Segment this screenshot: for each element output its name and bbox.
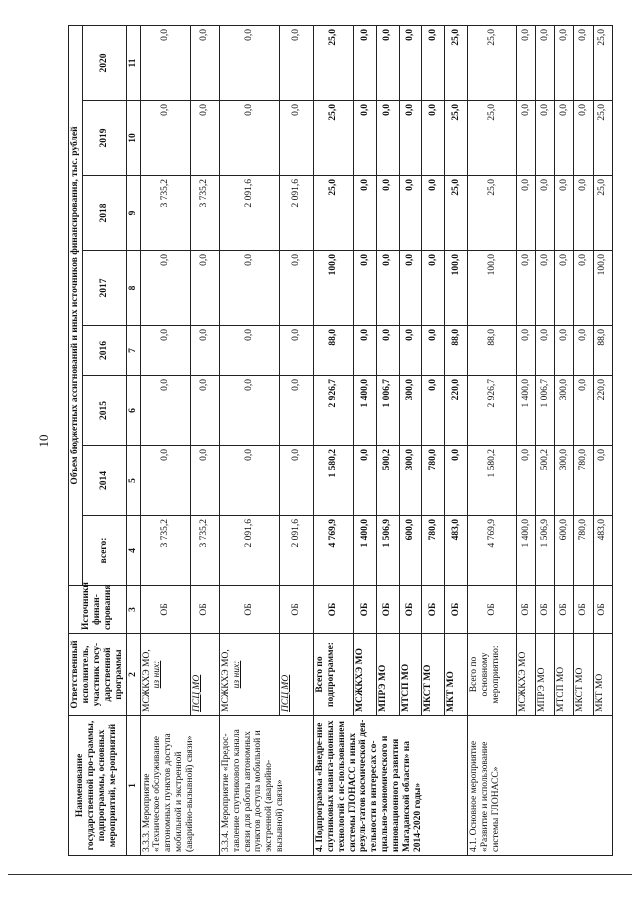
amount-cell: 0,0 — [517, 25, 536, 100]
amount-cell: 780,0 — [574, 446, 593, 516]
amount-cell: 0,0 — [377, 326, 400, 376]
amount-cell: 25,0 — [593, 25, 612, 100]
amount-cell: 0,0 — [354, 326, 377, 376]
amount-cell: 300,0 — [399, 376, 422, 446]
amount-cell: 0,0 — [445, 446, 468, 516]
table-row — [313, 25, 354, 855]
amount-cell: 483,0 — [593, 516, 612, 586]
amount-cell: 3 735,2 — [140, 516, 191, 586]
amount-cell: 100,0 — [313, 251, 354, 326]
executor-name: МСЖКХЭ МО, — [141, 649, 152, 712]
amount-cell: 0,0 — [399, 251, 422, 326]
column-number: 7 — [126, 326, 140, 376]
table-row — [467, 25, 516, 855]
amount-cell: 0,0 — [191, 376, 219, 446]
amount-cell: 220,0 — [593, 376, 612, 446]
amount-cell: 4 769,9 — [467, 516, 516, 586]
amount-cell: 0,0 — [422, 376, 445, 446]
header-year: 2017 — [82, 251, 126, 326]
amount-cell: 0,0 — [377, 251, 400, 326]
amount-cell: 1 006,7 — [377, 376, 400, 446]
table-row — [219, 25, 279, 855]
amount-cell: 780,0 — [574, 516, 593, 586]
amount-cell: 1 400,0 — [517, 376, 536, 446]
amount-cell: 0,0 — [574, 251, 593, 326]
amount-cell: 25,0 — [313, 25, 354, 100]
amount-cell: 0,0 — [191, 326, 219, 376]
amount-cell: 0,0 — [219, 446, 279, 516]
amount-cell: 220,0 — [445, 376, 468, 446]
amount-cell: 88,0 — [313, 326, 354, 376]
rotated-table-wrapper — [68, 26, 608, 856]
amount-cell: 0,0 — [517, 101, 536, 176]
funding-source: ОБ — [191, 586, 219, 634]
amount-cell: 25,0 — [313, 101, 354, 176]
column-number: 11 — [126, 25, 140, 100]
amount-cell: 0,0 — [574, 25, 593, 100]
table-row — [140, 25, 191, 855]
header-source: Источники финан-сирования — [69, 586, 127, 634]
amount-cell: 0,0 — [354, 25, 377, 100]
amount-cell: 0,0 — [354, 101, 377, 176]
amount-cell: 0,0 — [593, 446, 612, 516]
amount-cell: 0,0 — [536, 101, 555, 176]
amount-cell: 0,0 — [555, 326, 574, 376]
amount-cell: 0,0 — [399, 25, 422, 100]
amount-cell: 780,0 — [422, 446, 445, 516]
amount-cell: 2 091,6 — [219, 516, 279, 586]
amount-cell: 0,0 — [517, 176, 536, 251]
amount-cell: 25,0 — [467, 101, 516, 176]
measure-name: 4.1. Основное мероприятие «Развитие и использование системы ГЛОНАСС» — [467, 716, 612, 856]
amount-cell: 300,0 — [555, 446, 574, 516]
amount-cell: 0,0 — [399, 101, 422, 176]
table-frame — [68, 26, 608, 856]
executor-name: МТСП МО — [555, 634, 574, 716]
funding-source: ОБ — [140, 586, 191, 634]
amount-cell: 0,0 — [574, 101, 593, 176]
amount-cell: 0,0 — [191, 251, 219, 326]
amount-cell: 0,0 — [574, 176, 593, 251]
funding-source: ОБ — [536, 586, 555, 634]
amount-cell: 0,0 — [219, 376, 279, 446]
amount-cell: 500,2 — [536, 446, 555, 516]
amount-cell: 1 006,7 — [536, 376, 555, 446]
amount-cell: 0,0 — [555, 101, 574, 176]
amount-cell: 0,0 — [191, 25, 219, 100]
executor-name: Всего по подпрограмме: — [313, 634, 354, 716]
column-number: 3 — [126, 586, 140, 634]
amount-cell: 1 400,0 — [354, 516, 377, 586]
executor-name: ПСЦ МО — [191, 634, 219, 716]
amount-cell: 0,0 — [574, 326, 593, 376]
column-number-row — [126, 25, 140, 855]
amount-cell: 0,0 — [555, 25, 574, 100]
amount-cell: 100,0 — [593, 251, 612, 326]
executor-name: МКТ МО — [445, 634, 468, 716]
amount-cell: 25,0 — [445, 101, 468, 176]
amount-cell: 1 400,0 — [517, 516, 536, 586]
column-number: 9 — [126, 176, 140, 251]
funding-source: ОБ — [445, 586, 468, 634]
amount-cell: 3 735,2 — [191, 516, 219, 586]
amount-cell: 0,0 — [279, 446, 313, 516]
amount-cell: 0,0 — [219, 326, 279, 376]
amount-cell: 0,0 — [354, 446, 377, 516]
amount-cell: 0,0 — [140, 326, 191, 376]
amount-cell: 0,0 — [219, 25, 279, 100]
column-number: 6 — [126, 376, 140, 446]
amount-cell: 0,0 — [279, 251, 313, 326]
amount-cell: 0,0 — [219, 101, 279, 176]
amount-cell: 0,0 — [279, 376, 313, 446]
amount-cell: 0,0 — [279, 326, 313, 376]
amount-cell: 0,0 — [536, 326, 555, 376]
amount-cell: 2 926,7 — [467, 376, 516, 446]
executor-note: из них: — [152, 660, 163, 689]
funding-source: ОБ — [422, 586, 445, 634]
amount-cell: 0,0 — [422, 251, 445, 326]
amount-cell: 3 735,2 — [140, 176, 191, 251]
amount-cell: 25,0 — [445, 176, 468, 251]
amount-cell: 1 580,2 — [467, 446, 516, 516]
header-volume: Объем бюджетных ассигнований и иных источников финансирования, тыс. рублей — [69, 25, 83, 585]
amount-cell: 0,0 — [517, 326, 536, 376]
amount-cell: 3 735,2 — [191, 176, 219, 251]
amount-cell: 0,0 — [517, 446, 536, 516]
amount-cell: 600,0 — [399, 516, 422, 586]
amount-cell: 25,0 — [593, 101, 612, 176]
header-year: 2020 — [82, 25, 126, 100]
amount-cell: 0,0 — [140, 251, 191, 326]
amount-cell: 1 506,9 — [536, 516, 555, 586]
funding-source: ОБ — [377, 586, 400, 634]
amount-cell: 100,0 — [467, 251, 516, 326]
amount-cell: 0,0 — [536, 251, 555, 326]
amount-cell: 25,0 — [313, 176, 354, 251]
funding-source: ОБ — [313, 586, 354, 634]
executor-name: МКТ МО — [593, 634, 612, 716]
funding-source: ОБ — [555, 586, 574, 634]
column-number: 5 — [126, 446, 140, 516]
amount-cell: 0,0 — [377, 176, 400, 251]
amount-cell: 0,0 — [219, 251, 279, 326]
funding-source: ОБ — [354, 586, 377, 634]
amount-cell: 25,0 — [467, 176, 516, 251]
amount-cell: 0,0 — [140, 101, 191, 176]
amount-cell: 0,0 — [377, 101, 400, 176]
header-year: 2019 — [82, 101, 126, 176]
amount-cell: 1 400,0 — [354, 376, 377, 446]
amount-cell: 88,0 — [445, 326, 468, 376]
header-year: 2015 — [82, 376, 126, 446]
executor-name: Всего по основному мероприятию: — [467, 634, 516, 716]
column-number: 1 — [126, 716, 140, 856]
amount-cell: 0,0 — [555, 251, 574, 326]
executor-name: МКСТ МО — [422, 634, 445, 716]
funding-source: ОБ — [279, 586, 313, 634]
amount-cell: 88,0 — [467, 326, 516, 376]
amount-cell: 0,0 — [422, 176, 445, 251]
amount-cell: 25,0 — [445, 25, 468, 100]
amount-cell: 1 580,2 — [313, 446, 354, 516]
header-year: 2014 — [82, 446, 126, 516]
page-number: 10 — [36, 434, 51, 448]
funding-source: ОБ — [517, 586, 536, 634]
column-number: 2 — [126, 634, 140, 716]
amount-cell: 0,0 — [536, 25, 555, 100]
amount-cell: 0,0 — [422, 101, 445, 176]
executor-note: из них: — [231, 660, 242, 689]
amount-cell: 0,0 — [354, 176, 377, 251]
amount-cell: 0,0 — [279, 101, 313, 176]
executor-name: ПСЦ МО — [279, 634, 313, 716]
measure-name: 3.3.3. Мероприятие «Техническое обслуживание автономных пунктов доступа мобильной и экстренной (аварийно-вызывной) связи» — [140, 716, 219, 856]
amount-cell: 0,0 — [191, 446, 219, 516]
amount-cell: 300,0 — [555, 376, 574, 446]
amount-cell: 0,0 — [517, 251, 536, 326]
subprogram-name: 4. Подпрограмма «Внедре-ние спутниковых навига-ционных технологий с ис-пользованием системы ГЛОНАСС и иных резуль-татов космической дея-тельности в интересах со-циально-экономического и инновационного развития Магаданской области» на 2014-2020 годы» — [313, 716, 467, 856]
funding-source: ОБ — [467, 586, 516, 634]
amount-cell: 780,0 — [422, 516, 445, 586]
amount-cell: 0,0 — [422, 25, 445, 100]
amount-cell: 0,0 — [536, 176, 555, 251]
executor-name: МСЖКХЭ МО — [517, 634, 536, 716]
amount-cell: 600,0 — [555, 516, 574, 586]
amount-cell: 2 091,6 — [279, 516, 313, 586]
amount-cell: 483,0 — [445, 516, 468, 586]
header-total: всего: — [82, 516, 126, 586]
amount-cell: 25,0 — [593, 176, 612, 251]
executor-name: МТСП МО — [399, 634, 422, 716]
amount-cell: 4 769,9 — [313, 516, 354, 586]
amount-cell: 0,0 — [555, 176, 574, 251]
amount-cell: 0,0 — [574, 376, 593, 446]
executor-cell — [140, 634, 191, 716]
funding-source: ОБ — [219, 586, 279, 634]
page-bottom-rule — [8, 874, 632, 875]
header-year: 2016 — [82, 326, 126, 376]
amount-cell: 2 926,7 — [313, 376, 354, 446]
amount-cell: 0,0 — [140, 25, 191, 100]
amount-cell: 0,0 — [399, 326, 422, 376]
amount-cell: 2 091,6 — [219, 176, 279, 251]
amount-cell: 1 506,9 — [377, 516, 400, 586]
amount-cell: 88,0 — [593, 326, 612, 376]
column-number: 8 — [126, 251, 140, 326]
executor-name: МСЖКХЭ МО — [354, 634, 377, 716]
amount-cell: 25,0 — [467, 25, 516, 100]
executor-name: МПРЭ МО — [536, 634, 555, 716]
amount-cell: 100,0 — [445, 251, 468, 326]
funding-source: ОБ — [574, 586, 593, 634]
funding-source: ОБ — [593, 586, 612, 634]
executor-name: МСЖКХЭ МО, — [220, 649, 231, 712]
amount-cell: 2 091,6 — [279, 176, 313, 251]
amount-cell: 0,0 — [354, 251, 377, 326]
executor-cell — [219, 634, 279, 716]
column-number: 10 — [126, 101, 140, 176]
amount-cell: 0,0 — [399, 176, 422, 251]
amount-cell: 0,0 — [422, 326, 445, 376]
amount-cell: 0,0 — [279, 25, 313, 100]
header-executor: Ответственный исполнитель, участник госу-дарственной программы — [69, 634, 127, 716]
header-year: 2018 — [82, 176, 126, 251]
executor-name: МПРЭ МО — [377, 634, 400, 716]
financing-table — [68, 25, 613, 856]
table-body — [140, 25, 612, 855]
amount-cell: 0,0 — [140, 376, 191, 446]
amount-cell: 500,2 — [377, 446, 400, 516]
header-name: Наименование государственной про-граммы, подпрограммы, основных мероприятий, ме-роприятий — [69, 716, 127, 856]
amount-cell: 0,0 — [377, 25, 400, 100]
amount-cell: 300,0 — [399, 446, 422, 516]
executor-name: МКСТ МО — [574, 634, 593, 716]
column-number: 4 — [126, 516, 140, 586]
measure-name: 3.3.4. Мероприятие «Предос-тавление спутникового канала связи для работы автономных пунктов доступа мобильной и экстренной (аварийно-вызывной) связи» — [219, 716, 313, 856]
amount-cell: 0,0 — [140, 446, 191, 516]
amount-cell: 0,0 — [191, 101, 219, 176]
funding-source: ОБ — [399, 586, 422, 634]
